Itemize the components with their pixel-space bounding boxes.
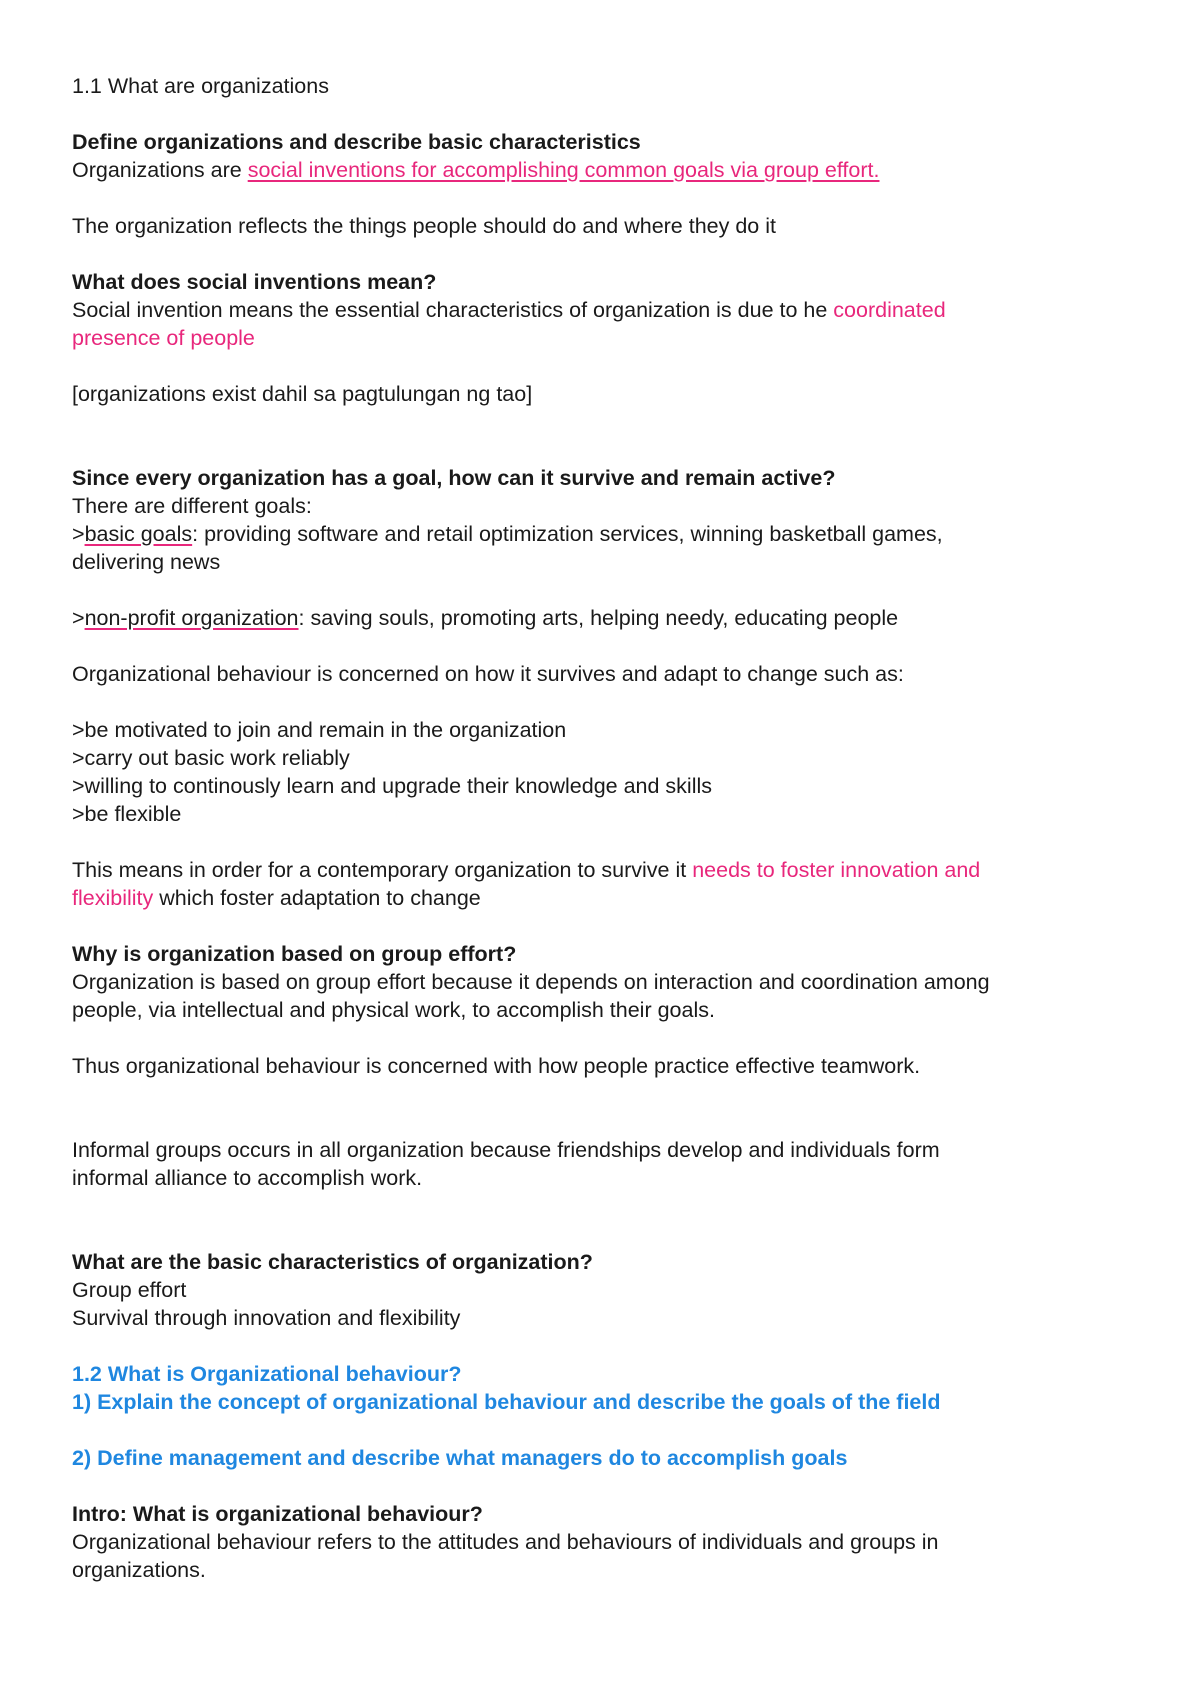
group-text-1: Organization is based on group effort because it depends on interaction and coordination among	[72, 970, 990, 994]
nonprofit-text: : saving souls, promoting arts, helping needy, educating people	[298, 606, 899, 630]
basic-goals-line-2: delivering news	[72, 550, 221, 574]
list-item: >carry out basic work reliably	[72, 746, 350, 770]
means-suffix: which foster adaptation to change	[153, 886, 481, 910]
intro-text-1: Organizational behaviour refers to the attitudes and behaviours of individuals and groups in	[72, 1530, 939, 1554]
social-highlight-1: coordinated	[833, 298, 946, 322]
teamwork-text: Thus organizational behaviour is concerned with how people practice effective teamwork.	[72, 1054, 921, 1078]
social-highlight-2: presence of people	[72, 326, 255, 350]
tagalog-note: [organizations exist dahil sa pagtulungan ng tao]	[72, 382, 533, 406]
means-prefix: This means in order for a contemporary organization to survive it	[72, 858, 693, 882]
basic-char-item: Survival through innovation and flexibility	[72, 1306, 461, 1330]
intro-text-2: organizations.	[72, 1558, 206, 1582]
section-2-title: 1.2 What is Organizational behaviour?	[72, 1362, 462, 1386]
section-2-objective-2: 2) Define management and describe what managers do to accomplish goals	[72, 1446, 848, 1470]
means-line-2	[72, 884, 1132, 912]
define-paragraph	[72, 156, 1132, 184]
define-heading: Define organizations and describe basic characteristics	[72, 130, 641, 154]
section-2-objective-1: 1) Explain the concept of organizational behaviour and describe the goals of the field	[72, 1390, 941, 1414]
means-line-1	[72, 856, 1132, 884]
basic-goals-line	[72, 520, 1132, 548]
list-item: >be flexible	[72, 802, 182, 826]
social-heading: What does social inventions mean?	[72, 270, 437, 294]
define-prefix: Organizations are	[72, 158, 248, 182]
nonprofit-prefix: >	[72, 606, 85, 630]
group-heading: Why is organization based on group effort?	[72, 942, 517, 966]
intro-heading: Intro: What is organizational behaviour?	[72, 1502, 483, 1526]
list-item: >be motivated to join and remain in the organization	[72, 718, 567, 742]
basic-char-heading: What are the basic characteristics of organization?	[72, 1250, 593, 1274]
nonprofit-line	[72, 604, 1132, 632]
basic-goals-prefix: >	[72, 522, 85, 546]
goals-intro: There are different goals:	[72, 494, 312, 518]
survive-heading: Since every organization has a goal, how can it survive and remain active?	[72, 466, 836, 490]
ob-concerned: Organizational behaviour is concerned on how it survives and adapt to change such as:	[72, 662, 904, 686]
define-highlight: social inventions for accomplishing common goals via group effort.	[247, 158, 880, 182]
means-highlight-1: needs to foster innovation and	[692, 858, 981, 882]
informal-text-2: informal alliance to accomplish work.	[72, 1166, 423, 1190]
basic-goals-label: basic goals	[84, 522, 193, 546]
reflects-paragraph: The organization reflects the things people should do and where they do it	[72, 214, 776, 238]
basic-char-item: Group effort	[72, 1278, 187, 1302]
basic-goals-text: : providing software and retail optimization services, winning basketball games,	[192, 522, 943, 546]
social-prefix: Social invention means the essential characteristics of organization is due to he	[72, 298, 834, 322]
list-item: >willing to continously learn and upgrade their knowledge and skills	[72, 774, 713, 798]
social-paragraph-line-1	[72, 296, 1132, 324]
document-page	[72, 72, 1132, 1584]
nonprofit-label: non-profit organization	[84, 606, 299, 630]
informal-text-1: Informal groups occurs in all organization because friendships develop and individuals form	[72, 1138, 940, 1162]
means-highlight-2: flexibility	[72, 886, 154, 910]
group-text-2: people, via intellectual and physical work, to accomplish their goals.	[72, 998, 715, 1022]
section-title: 1.1 What are organizations	[72, 74, 329, 98]
